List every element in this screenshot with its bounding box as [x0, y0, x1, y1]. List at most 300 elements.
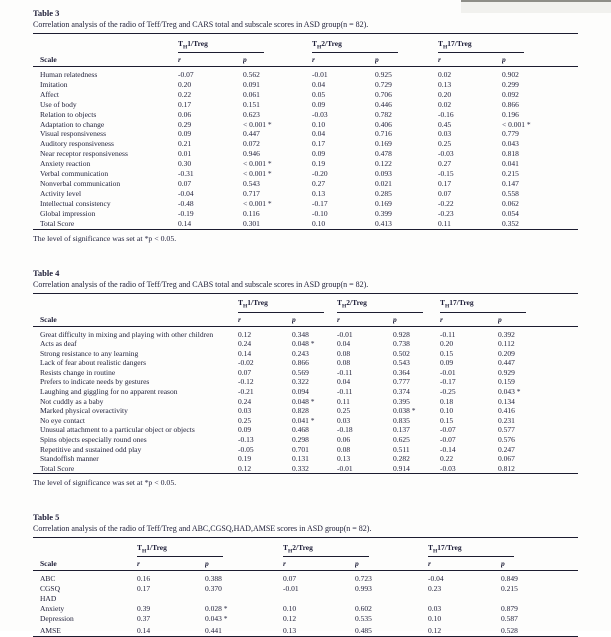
corner-cell: [33, 293, 238, 313]
p-value-cell: 0.406: [375, 119, 392, 129]
p-value-cell: 0.388: [205, 574, 222, 584]
p-value-cell: 0.485: [355, 625, 372, 635]
scale-cell: Strong resistance to any learning: [40, 348, 139, 358]
table5-caption: Correlation analysis of the radio of Teff/Treg and ABC,CGSQ,HAD,AMSE scores in ASD group(n = 82).: [33, 524, 372, 534]
p-value-cell: 0.041: [502, 159, 519, 169]
p-value-cell: 0.131: [292, 454, 309, 464]
p-value-cell: 0.285: [375, 188, 392, 198]
table-row: [33, 406, 578, 416]
r-value-cell: 0.08: [337, 358, 351, 368]
p-value-cell: 0.395: [393, 396, 410, 406]
group-header-suffix: 1/Treg: [146, 542, 167, 552]
r-value-cell: -0.01: [440, 367, 456, 377]
table-row: [33, 425, 578, 435]
scale-cell: Activity level: [40, 188, 82, 198]
r-value-cell: 0.15: [440, 348, 454, 358]
p-value-cell: 0.169: [375, 198, 392, 208]
r-value-cell: 0.02: [438, 70, 452, 79]
r-value-cell: 0.03: [438, 129, 452, 139]
p-value-cell: 0.502: [393, 348, 410, 358]
p-value-cell: 0.577: [498, 425, 515, 435]
r-value-cell: 0.06: [178, 109, 192, 119]
p-value-cell: 0.925: [375, 70, 392, 79]
scale-cell: No eye contact: [40, 415, 85, 425]
group-header-prefix: T: [438, 38, 444, 48]
p-value-cell: 0.777: [393, 377, 410, 387]
r-value-cell: 0.17: [438, 178, 452, 188]
p-value-cell: < 0.001 *: [243, 198, 272, 208]
r-value-cell: -0.01: [283, 584, 299, 594]
r-value-cell: 0.24: [238, 396, 252, 406]
p-value-cell: 0.322: [292, 377, 309, 387]
scale-cell: ABC: [40, 574, 56, 584]
p-value-cell: 0.623: [243, 109, 260, 119]
r-value-cell: 0.04: [312, 129, 326, 139]
r-value-cell: -0.04: [428, 574, 444, 584]
group-header-row: [33, 34, 578, 54]
column-header-r: r: [137, 557, 205, 571]
group-header-subscript: H: [288, 548, 293, 555]
p-value-cell: 0.332: [292, 463, 309, 473]
group-header: [178, 34, 312, 54]
p-value-cell: 0.048 *: [292, 396, 315, 406]
column-header-r: r: [178, 53, 243, 67]
r-value-cell: 0.03: [428, 604, 442, 614]
column-header-p: p: [375, 53, 438, 67]
group-header: [238, 293, 337, 313]
p-value-cell: 0.247: [498, 444, 515, 454]
p-value-cell: 0.151: [243, 99, 260, 109]
group-header-suffix: 17/Treg: [449, 298, 474, 307]
scale-cell: Unusual attachment to a particular object or objects: [40, 425, 195, 435]
scale-cell: AMSE: [40, 625, 61, 635]
column-header-p: p: [292, 313, 337, 327]
subheader-row: [33, 313, 578, 327]
scan-edge-artifact: [461, 0, 611, 13]
scale-cell: Verbal communication: [40, 169, 109, 179]
r-value-cell: 0.08: [337, 444, 351, 454]
p-value-cell: 0.928: [393, 329, 410, 339]
r-value-cell: 0.12: [238, 463, 252, 473]
r-value-cell: 0.23: [428, 584, 442, 594]
table-row: [33, 120, 578, 130]
r-value-cell: -0.48: [178, 198, 194, 208]
p-value-cell: 0.215: [501, 584, 518, 594]
scale-cell: Use of body: [40, 99, 77, 109]
table-row: [33, 604, 578, 614]
table-row: [33, 110, 578, 120]
scale-cell: Prefers to indicate needs by gestures: [40, 377, 150, 387]
p-value-cell: < 0.001 *: [243, 119, 272, 129]
p-value-cell: 0.043 *: [498, 387, 521, 397]
p-value-cell: 0.061: [243, 89, 260, 99]
p-value-cell: 0.818: [502, 149, 519, 159]
table3-section: [33, 0, 578, 244]
group-header-subscript: H: [433, 548, 438, 555]
r-value-cell: -0.13: [238, 435, 254, 445]
table-row: [33, 368, 578, 378]
p-value-cell: 0.298: [292, 435, 309, 445]
r-value-cell: -0.17: [440, 377, 456, 387]
table-row: [33, 326, 578, 339]
column-header-p: p: [355, 557, 428, 571]
p-value-cell: 0.569: [292, 367, 309, 377]
group-header-prefix: T: [440, 298, 446, 307]
group-header-subscript: H: [317, 44, 322, 50]
table-row: [33, 209, 578, 219]
p-value-cell: 0.946: [243, 149, 260, 159]
p-value-cell: 0.706: [375, 89, 392, 99]
p-value-cell: 0.243: [292, 348, 309, 358]
r-value-cell: 0.12: [238, 329, 252, 339]
group-header-subscript: H: [142, 548, 147, 555]
scale-cell: HAD: [40, 594, 57, 604]
p-value-cell: 0.535: [355, 614, 372, 624]
group-header-prefix: T: [178, 38, 184, 48]
r-value-cell: 0.29: [178, 119, 192, 129]
group-header-suffix: 1/Treg: [247, 298, 268, 307]
r-value-cell: 0.04: [337, 377, 351, 387]
r-value-cell: 0.17: [178, 99, 192, 109]
p-value-cell: 0.849: [501, 574, 518, 584]
r-value-cell: 0.07: [283, 574, 297, 584]
r-value-cell: -0.11: [337, 387, 353, 397]
table-row: [33, 464, 578, 474]
table-row: [33, 219, 578, 229]
scale-cell: Anxiety: [40, 604, 65, 614]
p-value-cell: 0.021: [375, 178, 392, 188]
r-value-cell: 0.17: [137, 584, 151, 594]
r-value-cell: -0.15: [438, 169, 454, 179]
p-value-cell: 0.511: [393, 444, 410, 454]
p-value-cell: 0.093: [375, 169, 392, 179]
p-value-cell: 0.112: [498, 339, 515, 349]
table5: [33, 537, 578, 636]
scale-cell: Intellectual consistency: [40, 198, 111, 208]
table4-section: [33, 244, 578, 489]
r-value-cell: 0.05: [312, 89, 326, 99]
p-value-cell: 0.779: [502, 129, 519, 139]
r-value-cell: -0.14: [440, 444, 456, 454]
scale-cell: Acts as deaf: [40, 339, 77, 349]
table-row: [33, 100, 578, 110]
group-header-row: [33, 538, 578, 558]
table-row: [33, 139, 578, 149]
r-value-cell: 0.13: [312, 188, 326, 198]
column-header-r: r: [438, 53, 502, 67]
r-value-cell: 0.17: [312, 139, 326, 149]
scale-cell: Adaptation to change: [40, 119, 105, 129]
corner-cell: [33, 34, 178, 54]
scale-cell: Not cuddly as a baby: [40, 396, 104, 406]
p-value-cell: 0.137: [393, 425, 410, 435]
p-value-cell: 0.866: [292, 358, 309, 368]
r-value-cell: -0.01: [312, 70, 328, 79]
scale-cell: Imitation: [40, 79, 68, 89]
table-row: [33, 349, 578, 359]
r-value-cell: -0.01: [337, 463, 353, 473]
p-value-cell: 0.879: [501, 604, 518, 614]
group-header-subscript: H: [445, 303, 450, 310]
p-value-cell: 0.929: [498, 367, 515, 377]
p-value-cell: 0.447: [243, 129, 260, 139]
table-row: [33, 454, 578, 464]
table-row: [33, 179, 578, 189]
r-value-cell: 0.20: [438, 89, 452, 99]
p-value-cell: 0.468: [292, 425, 309, 435]
r-value-cell: 0.10: [312, 218, 326, 228]
p-value-cell: 0.914: [393, 463, 410, 473]
p-value-cell: 0.528: [501, 625, 518, 635]
r-value-cell: 0.27: [438, 159, 452, 169]
table-row: [33, 416, 578, 426]
p-value-cell: 0.231: [498, 415, 515, 425]
r-value-cell: 0.01: [178, 149, 192, 159]
scale-cell: Total Score: [40, 218, 75, 228]
group-header: [337, 293, 440, 313]
r-value-cell: 0.07: [238, 367, 252, 377]
column-header-r: r: [312, 53, 375, 67]
p-value-cell: 0.370: [205, 584, 222, 594]
table3: [33, 33, 578, 230]
table-row: [33, 614, 578, 624]
scale-cell: Near receptor responsiveness: [40, 149, 128, 159]
p-value-cell: 0.067: [498, 454, 515, 464]
p-value-cell: 0.782: [375, 109, 392, 119]
table-row: [33, 67, 578, 80]
r-value-cell: -0.03: [438, 149, 454, 159]
p-value-cell: 0.835: [393, 415, 410, 425]
p-value-cell: 0.717: [243, 188, 260, 198]
column-header-p: p: [501, 557, 578, 571]
p-value-cell: 0.478: [375, 149, 392, 159]
r-value-cell: 0.12: [428, 625, 442, 635]
p-value-cell: 0.209: [498, 348, 515, 358]
table-row: [33, 358, 578, 368]
r-value-cell: 0.14: [137, 625, 151, 635]
group-header: [428, 538, 578, 558]
r-value-cell: [283, 594, 355, 604]
r-value-cell: 0.02: [438, 99, 452, 109]
r-value-cell: 0.04: [312, 79, 326, 89]
p-value-cell: 0.282: [393, 454, 410, 464]
r-value-cell: 0.07: [438, 188, 452, 198]
column-header-p: p: [502, 53, 578, 67]
group-header: [312, 34, 438, 54]
r-value-cell: 0.10: [428, 614, 442, 624]
r-value-cell: -0.03: [440, 463, 456, 473]
p-value-cell: 0.094: [292, 387, 309, 397]
table-row: [33, 169, 578, 179]
r-value-cell: 0.13: [337, 454, 351, 464]
r-value-cell: 0.22: [440, 454, 454, 464]
scale-cell: Standoffish manner: [40, 454, 99, 464]
subheader-row: [33, 557, 578, 571]
r-value-cell: -0.11: [440, 329, 456, 339]
table3-footnote: The level of significance was set at *p < 0.05.: [33, 233, 177, 243]
p-value-cell: 0.092: [502, 89, 519, 99]
r-value-cell: 0.09: [312, 99, 326, 109]
p-value-cell: 0.902: [502, 70, 519, 79]
table-row: [33, 584, 578, 594]
table-row: [33, 624, 578, 636]
group-header: [440, 293, 578, 313]
subheader-row: [33, 53, 578, 67]
table-row: [33, 387, 578, 397]
column-header-r: r: [440, 313, 498, 327]
r-value-cell: 0.15: [440, 415, 454, 425]
r-value-cell: [428, 594, 501, 604]
p-value-cell: 0.215: [502, 169, 519, 179]
group-header-suffix: 1/Treg: [187, 38, 208, 48]
r-value-cell: 0.07: [178, 178, 192, 188]
table-row: [33, 397, 578, 407]
r-value-cell: 0.45: [438, 119, 452, 129]
p-value-cell: 0.828: [292, 406, 309, 416]
group-header-subscript: H: [243, 303, 248, 310]
group-header-suffix: 2/Treg: [321, 38, 342, 48]
p-value-cell: 0.392: [498, 329, 515, 339]
p-value-cell: 0.134: [498, 396, 515, 406]
r-value-cell: 0.06: [337, 435, 351, 445]
table-row: [33, 129, 578, 139]
p-value-cell: 0.043: [502, 139, 519, 149]
p-value-cell: < 0.001 *: [243, 159, 272, 169]
p-value-cell: 0.993: [355, 584, 372, 594]
p-value-cell: [205, 594, 283, 604]
r-value-cell: -0.23: [438, 208, 454, 218]
table-row: [33, 435, 578, 445]
r-value-cell: -0.12: [238, 377, 254, 387]
p-value-cell: 0.072: [243, 139, 260, 149]
r-value-cell: 0.16: [137, 574, 151, 584]
r-value-cell: 0.24: [238, 339, 252, 349]
r-value-cell: 0.19: [238, 454, 252, 464]
table5-section: [33, 488, 578, 636]
r-value-cell: -0.11: [337, 367, 353, 377]
r-value-cell: 0.37: [137, 614, 151, 624]
p-value-cell: 0.374: [393, 387, 410, 397]
column-header-p: p: [243, 53, 312, 67]
p-value-cell: 0.723: [355, 574, 372, 584]
scale-column-header: Scale: [33, 53, 178, 67]
p-value-cell: 0.866: [502, 99, 519, 109]
p-value-cell: 0.399: [375, 208, 392, 218]
r-value-cell: -0.04: [178, 188, 194, 198]
r-value-cell: -0.16: [438, 109, 454, 119]
group-header-prefix: T: [283, 542, 289, 552]
group-header-prefix: T: [312, 38, 318, 48]
table4-caption: Correlation analysis of the radio of Teff/Treg and CABS total and subscale scores in ASD group(n = 82).: [33, 279, 369, 289]
r-value-cell: -0.05: [238, 444, 254, 454]
table-row: [33, 90, 578, 100]
scale-cell: Anxiety reaction: [40, 159, 91, 169]
scale-cell: Great difficulty in mixing and playing with other children: [40, 329, 214, 339]
r-value-cell: 0.10: [283, 604, 297, 614]
scale-cell: CGSQ: [40, 584, 61, 594]
scale-cell: Affect: [40, 89, 60, 99]
p-value-cell: 0.169: [375, 139, 392, 149]
p-value-cell: 0.602: [355, 604, 372, 614]
p-value-cell: 0.038 *: [393, 406, 416, 416]
table-row: [33, 445, 578, 455]
p-value-cell: 0.738: [393, 339, 410, 349]
column-header-r: r: [283, 557, 355, 571]
r-value-cell: -0.10: [312, 208, 328, 218]
group-header: [137, 538, 283, 558]
r-value-cell: -0.17: [312, 198, 328, 208]
r-value-cell: 0.18: [440, 396, 454, 406]
group-header-subscript: H: [342, 303, 347, 310]
scale-cell: Global impression: [40, 208, 96, 218]
scale-column-header: Scale: [33, 313, 238, 327]
r-value-cell: -0.19: [178, 208, 194, 218]
r-value-cell: 0.09: [312, 149, 326, 159]
r-value-cell: -0.07: [178, 70, 194, 79]
scale-cell: Repetitive and sustained odd play: [40, 444, 142, 454]
r-value-cell: 0.10: [440, 406, 454, 416]
r-value-cell: 0.27: [312, 178, 326, 188]
column-header-r: r: [337, 313, 393, 327]
p-value-cell: [501, 594, 578, 604]
p-value-cell: 0.043 *: [205, 614, 228, 624]
r-value-cell: 0.11: [438, 218, 451, 228]
p-value-cell: 0.587: [501, 614, 518, 624]
p-value-cell: 0.441: [205, 625, 222, 635]
column-header-p: p: [205, 557, 283, 571]
r-value-cell: 0.03: [238, 406, 252, 416]
column-header-r: r: [238, 313, 292, 327]
p-value-cell: 0.716: [375, 129, 392, 139]
p-value-cell: 0.729: [375, 79, 392, 89]
p-value-cell: 0.447: [498, 358, 515, 368]
r-value-cell: [137, 594, 205, 604]
scale-cell: Auditory responsiveness: [40, 139, 114, 149]
scale-cell: Nonverbal communication: [40, 178, 121, 188]
r-value-cell: 0.08: [337, 348, 351, 358]
p-value-cell: 0.576: [498, 435, 515, 445]
group-header: [438, 34, 578, 54]
p-value-cell: 0.446: [375, 99, 392, 109]
r-value-cell: 0.21: [178, 139, 192, 149]
table3-label: Table 3: [33, 8, 60, 18]
column-header-r: r: [428, 557, 501, 571]
p-value-cell: 0.159: [498, 377, 515, 387]
p-value-cell: 0.299: [502, 79, 519, 89]
r-value-cell: 0.09: [440, 358, 454, 368]
scale-column-header: Scale: [33, 557, 137, 571]
scale-cell: Marked physical overactivity: [40, 406, 128, 416]
p-value-cell: 0.413: [375, 218, 392, 228]
group-header-suffix: 17/Treg: [437, 542, 462, 552]
p-value-cell: 0.048 *: [292, 339, 315, 349]
column-header-p: p: [498, 313, 578, 327]
r-value-cell: -0.02: [238, 358, 254, 368]
p-value-cell: 0.701: [292, 444, 309, 454]
group-header-prefix: T: [137, 542, 143, 552]
table3-caption: Correlation analysis of the radio of Teff/Treg and CARS total and subscale scores in ASD group(n = 82).: [33, 20, 369, 29]
group-header: [283, 538, 428, 558]
r-value-cell: -0.03: [312, 109, 328, 119]
r-value-cell: 0.30: [178, 159, 192, 169]
scale-cell: Lack of fear about realistic dangers: [40, 358, 146, 368]
scale-cell: Laughing and giggling for no apparent reason: [40, 387, 178, 397]
p-value-cell: [355, 594, 428, 604]
r-value-cell: 0.04: [337, 339, 351, 349]
r-value-cell: -0.20: [312, 169, 328, 179]
p-value-cell: 0.352: [502, 218, 519, 228]
scale-cell: Depression: [40, 614, 74, 624]
